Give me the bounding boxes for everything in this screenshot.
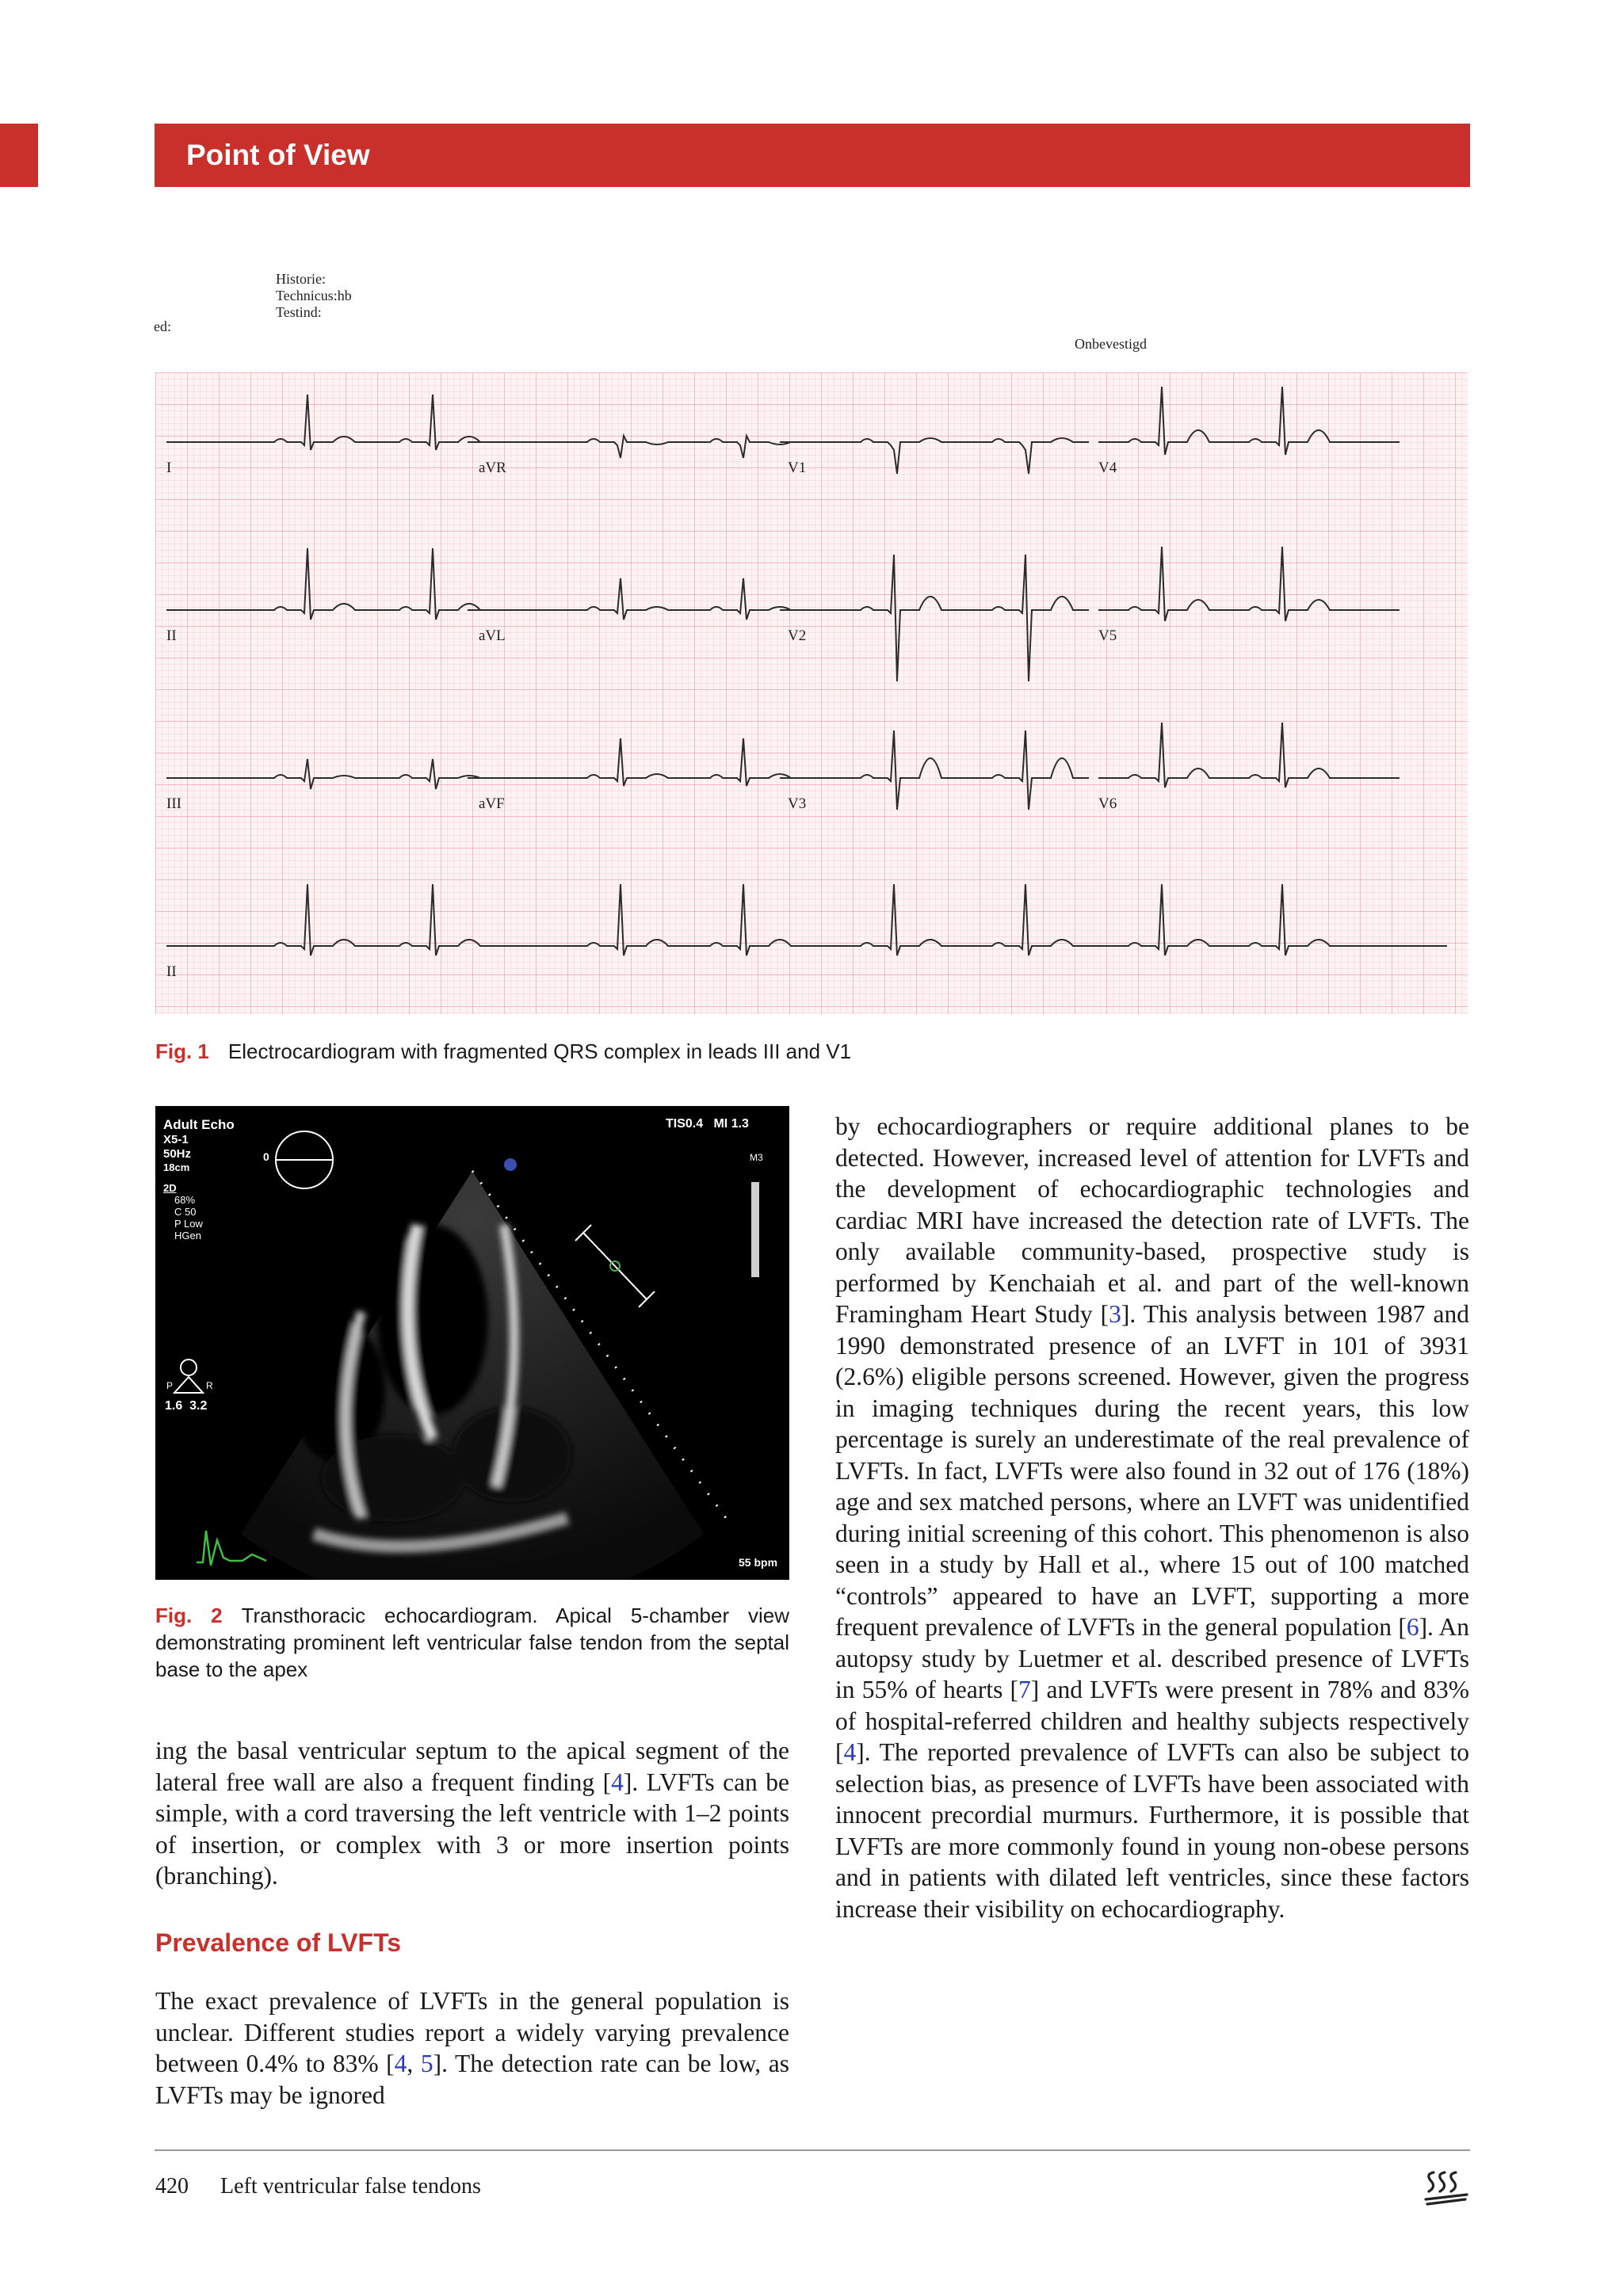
lead-label: V3 <box>788 795 807 812</box>
ecg-grid <box>155 372 1468 1014</box>
ecg-meta <box>276 271 352 321</box>
transducer-icon <box>181 1360 197 1375</box>
echo-frequency: 50Hz <box>163 1147 192 1161</box>
text-run: by echocardiographers or require additional planes to be detected. However, increased level of attention for LVFTs and the development of echocardiographic technologies and cardiac MRI have increased the detection rate of LVFTs. The only available community-based, prospective study is performed by Kenchaiah et al. and part of the well-known Framingham Heart Study [ <box>835 1112 1469 1328</box>
echo-setting: 2D <box>163 1182 177 1194</box>
lead-label: II <box>166 627 177 644</box>
right-column-paragraph <box>835 1111 1469 1924</box>
text-run: ]. An autopsy study by Luetmer et al. described presence of LVFTs in 55% of hearts [ <box>835 1613 1469 1703</box>
text-run: The exact prevalence of LVFTs in the general population is unclear. Different studies report a widely varying prevalence between 0.4% to 83% [ <box>155 1987 789 2077</box>
citation-link[interactable]: 4 <box>394 2050 407 2077</box>
echo-setting: HGen <box>174 1230 201 1241</box>
text-run: ]. The detection rate can be low, as LVFTs may be ignored <box>155 2050 790 2109</box>
citation-link[interactable]: 4 <box>611 1768 624 1796</box>
echo-zero: 0 <box>263 1150 269 1163</box>
lead-label: aVL <box>479 627 506 644</box>
ecg-meta-line: Historie: <box>276 271 326 287</box>
figure2-label: Fig. 2 <box>155 1604 223 1627</box>
echo-image <box>155 1106 789 1580</box>
echo-freq-values: 1.6 3.2 <box>165 1399 208 1413</box>
echo-tis-mi: TIS0.4 MI 1.3 <box>666 1117 749 1131</box>
header-side-tab <box>0 124 38 187</box>
echo-settings <box>163 1182 203 1241</box>
echo-scale-bar <box>583 1233 647 1299</box>
lead-label: aVF <box>479 795 505 812</box>
text-run: ing the basal ventricular septum to the apical segment of the lateral free wall are also a frequent finding [ <box>155 1737 789 1796</box>
echo-mode: Adult Echo <box>163 1117 235 1132</box>
figure2-caption-text: Transthoracic echocardiogram. Apical 5-chamber view demonstrating prominent left ventricular false tendon from the septal base to the apex <box>155 1604 790 1681</box>
page-number: 420 <box>155 2174 189 2199</box>
text-run: , <box>407 2050 421 2077</box>
text-run: ] and LVFTs were present in 78% and 83% of hospital-referred children and healthy subjects respectively [ <box>835 1676 1470 1766</box>
footer-divider <box>155 2149 1470 2151</box>
text-run: ]. The reported prevalence of LVFTs can also be subject to selection bias, as presence of LVFTs have been associated with innocent precordial murmurs. Furthermore, it is possible that LVFTs are more commonly found in young non-obese persons and in patients with dilated left ventricles, since these factors increase their visibility on echocardiography. <box>835 1738 1469 1923</box>
ecg-status: Onbevestigd <box>1075 336 1147 352</box>
figure1-label: Fig. 1 <box>155 1039 209 1063</box>
echo-marker-r: R <box>206 1380 213 1391</box>
running-title: Left ventricular false tendons <box>220 2174 481 2199</box>
echo-marker-p: P <box>166 1380 174 1391</box>
citation-link[interactable]: 4 <box>843 1738 857 1766</box>
ecg-cut-label: ed: <box>154 318 171 334</box>
left-column-paragraph <box>155 1985 789 2111</box>
lead-label: aVR <box>479 460 506 476</box>
echo-sector <box>155 1106 789 1580</box>
lead-label: V4 <box>1098 460 1117 476</box>
citation-link[interactable]: 6 <box>1406 1613 1419 1641</box>
ecg-meta-line: Testind: <box>276 304 322 320</box>
lead-label: V5 <box>1098 627 1117 644</box>
text-run: ]. This analysis between 1987 and 1990 demonstrated presence of an LVFT in 101 of 3931 (2.6%) eligible persons screened. However, given the progress in imaging techniques during the recent years, this low percentage is surely an underestimate of the real prevalence of LVFTs. In fact, LVFTs were also found in 32 out of 176 (18%) age and sex matched persons, where an LVFT was unidentified during initial screening of this cohort. This phenomenon is also seen in a study by Hall et al., where 15 out of 100 matched “controls” appeared to have an LVFT, supporting a more frequent prevalence of LVFTs in the general population [ <box>835 1300 1469 1641</box>
figure1-caption-text: Electrocardiogram with fragmented QRS complex in leads III and V1 <box>227 1039 852 1063</box>
grayscale-bar <box>751 1182 759 1277</box>
section-heading: Prevalence of LVFTs <box>155 1928 402 1957</box>
probe-marker-icon <box>504 1158 517 1171</box>
lead-label: I <box>166 460 172 476</box>
text-run: ]. LVFTs can be simple, with a cord traversing the left ventricle with 1–2 points of insertion, or complex with 3 or more insertion points (branching). <box>155 1768 789 1890</box>
publisher-logo-icon <box>1423 2168 1470 2207</box>
lead-label: V2 <box>788 627 807 644</box>
figure2-caption <box>155 1602 789 1683</box>
left-column-paragraph <box>155 1735 789 1892</box>
citation-link[interactable]: 5 <box>420 2050 433 2077</box>
citation-link[interactable]: 7 <box>1018 1676 1031 1703</box>
ecg-meta-line: Technicus:hb <box>276 288 352 303</box>
echo-depth: 18cm <box>163 1161 190 1173</box>
ecg-figure <box>155 372 1468 1014</box>
lead-label: V1 <box>788 460 807 476</box>
echo-setting: C 50 <box>174 1206 197 1218</box>
lead-label: III <box>166 795 181 812</box>
figure1-caption <box>155 1038 1471 1065</box>
lead-label: II <box>166 963 177 980</box>
lead-label: V6 <box>1098 795 1117 812</box>
section-label: Point of View <box>186 139 370 171</box>
echo-probe: X5-1 <box>163 1133 189 1146</box>
echo-heart-rate: 55 bpm <box>739 1556 778 1569</box>
echo-setting: P Low <box>174 1218 203 1230</box>
echo-setting: 68% <box>174 1194 196 1206</box>
echo-m3: M3 <box>750 1152 763 1163</box>
citation-link[interactable]: 3 <box>1109 1300 1121 1328</box>
